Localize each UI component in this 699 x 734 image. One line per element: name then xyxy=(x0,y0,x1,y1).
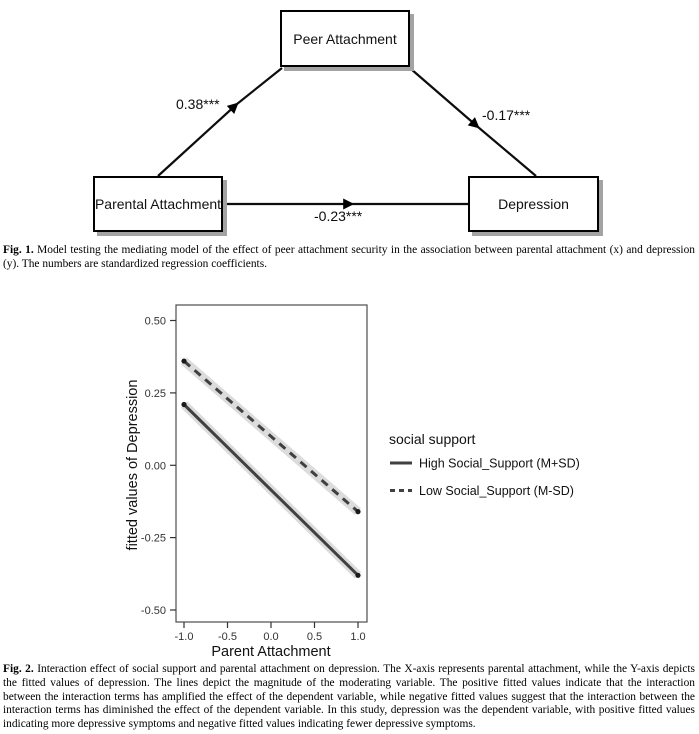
x-tick-label: 1.0 xyxy=(350,631,366,643)
y-tick-label: 0.50 xyxy=(144,315,166,328)
node-parental-attachment xyxy=(93,176,223,232)
plot-legend xyxy=(389,431,580,498)
arrow-a-path xyxy=(158,104,237,176)
coefficient-c-path: -0.23*** xyxy=(314,208,363,224)
data-point xyxy=(355,573,360,578)
y-tick-label: -0.25 xyxy=(140,532,166,545)
y-tick-label: 0.25 xyxy=(144,387,166,400)
arrow-b-path xyxy=(411,69,478,127)
fig2-plot-svg xyxy=(0,300,699,660)
data-point xyxy=(355,509,360,514)
coefficient-b-path: -0.17*** xyxy=(482,107,531,123)
y-axis-title: fitted values of Depression xyxy=(125,379,141,551)
fig1-caption-label: Fig. 1. xyxy=(3,244,34,256)
x-axis-ticks xyxy=(184,622,358,628)
fig2-caption-label: Fig. 2. xyxy=(3,663,34,675)
plot-panel xyxy=(176,305,367,622)
coefficient-a-path: 0.38*** xyxy=(176,96,220,112)
x-tick-label: -0.5 xyxy=(218,631,237,643)
data-point xyxy=(181,358,186,363)
y-tick-label: -0.50 xyxy=(140,605,166,617)
node-peer-attachment-label: Peer Attachment xyxy=(293,30,397,47)
legend-label-high: High Social_Support (M+SD) xyxy=(419,456,580,471)
x-tick-label: 0.0 xyxy=(263,631,279,643)
arrow-a-path-tail xyxy=(237,68,282,104)
x-axis-title: Parent Attachment xyxy=(211,644,331,660)
arrow-b-path-tail xyxy=(478,127,536,176)
fig1-mediation-diagram xyxy=(0,0,699,240)
fig1-caption xyxy=(3,244,695,272)
node-parental-attachment-label: Parental Attachment xyxy=(94,196,222,212)
fig2-caption xyxy=(3,663,695,732)
fig1-caption-text: Model testing the mediating model of the effect of peer attachment security in the association between parental attachment (x) and depression (y). The numbers are standardized regression coefficients. xyxy=(3,244,695,270)
data-point xyxy=(181,402,186,407)
legend-label-low: Low Social_Support (M-SD) xyxy=(419,484,574,498)
fig2-interaction-plot xyxy=(0,300,699,660)
node-peer-attachment xyxy=(280,10,410,67)
y-tick-label: 0.00 xyxy=(144,460,166,473)
x-tick-label: -1.0 xyxy=(174,631,194,643)
node-depression-label: Depression xyxy=(498,196,569,212)
legend-title: social support xyxy=(389,431,476,447)
y-axis-ticks xyxy=(170,321,176,611)
fig2-caption-text: Interaction effect of social support and parental attachment on depression. The X-axis represents parental attachment, while the Y-axis depicts the fitted values of depression. The lines depict the magnitude of the moderating variable. The positive fitted values indicate that the interaction between the interaction terms has amplified the effect of the dependent variable, while negative fitted values suggest that the interaction between the interaction terms has diminished the effect of the dependent variable. In this study, depression was the dependent variable, with positive fitted values indicating more depressive symptoms and negative fitted values indicating fewer depressive symptoms. xyxy=(3,663,695,731)
x-tick-label: 0.5 xyxy=(306,631,323,643)
node-depression xyxy=(468,176,599,232)
